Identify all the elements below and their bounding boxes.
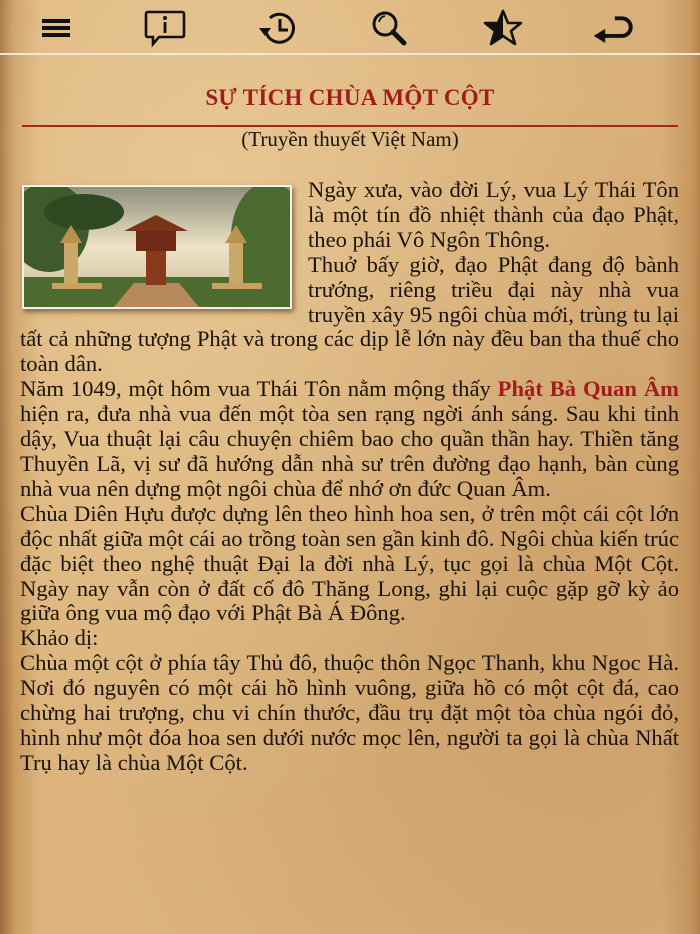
menu-icon	[40, 14, 72, 42]
story-body	[20, 178, 679, 776]
back-button[interactable]	[592, 8, 636, 48]
toolbar	[0, 0, 700, 53]
paragraph-3-start: Năm 1049, một hôm vua Thái Tôn nằm mộng thấy	[20, 376, 498, 402]
paragraph-1: Ngày xưa, vào đời Lý, vua Lý Thái Tôn là một tín đồ nhiệt thành của đạo Phật, theo phái Vô Ngôn Thông.	[308, 177, 679, 252]
history-icon	[256, 8, 300, 48]
paragraph-4: Chùa Diên Hựu được dựng lên theo hình hoa sen, ở trên một cái cột lớn độc nhất giữa một cái ao trồng toàn sen gần kinh đô. Ngôi chùa kiến trúc đặc biệt theo nghệ thuật Đại la đời nhà Lý, tục gọi là chùa Một Cột. Ngày nay vẫn còn ở đất cố đô Thăng Long, ghi lại cuộc gặp gỡ kỳ ảo giữa ông vua mộ đạo với Phật Bà Á Đông.	[20, 500, 679, 626]
favorite-star-icon	[481, 8, 525, 48]
search-button[interactable]	[368, 8, 412, 48]
story-title: SỰ TÍCH CHÙA MỘT CỘT	[205, 85, 495, 110]
toolbar-divider	[0, 53, 700, 55]
info-icon	[143, 8, 187, 48]
paragraph-5: Khảo dị:	[20, 625, 99, 651]
back-icon	[592, 8, 636, 48]
highlight-quan-am: Phật Bà Quan Âm	[497, 376, 679, 402]
history-button[interactable]	[256, 8, 300, 48]
paragraph-6: Chùa một cột ở phía tây Thủ đô, thuộc thôn Ngọc Thanh, khu Ngoc Hà. Nơi đó nguyên có một cái hồ hình vuông, giữa hồ có một cột đá, cao chừng hai trượng, chu vi chín thước, đầu trụ đặt một tòa chùa ngói đỏ, hình như một đóa hoa sen dưới nước mọc lên, người ta gọi là chùa Nhất Trụ hay là chùa Một Cột.	[20, 650, 679, 775]
temple-photo	[22, 185, 292, 309]
search-icon	[368, 8, 412, 48]
paragraph-3	[20, 377, 679, 502]
favorite-button[interactable]	[481, 8, 525, 48]
paragraph-2: Thuở bấy giờ, đạo Phật đang độ bành trướng, riêng triều đại này nhà vua truyền xây 95 ngôi chùa mới, trùng tu lại tất cả những tượng Phật và trong các dịp lễ lớn này đều ban tha thuế cho toàn dân.	[20, 251, 679, 377]
story-subtitle: (Truyền thuyết Việt Nam)	[241, 127, 459, 151]
menu-button[interactable]	[34, 8, 78, 48]
one-pillar-pagoda-image	[24, 187, 290, 307]
info-button[interactable]	[143, 8, 187, 48]
paragraph-3-end: hiện ra, đưa nhà vua đến một tòa sen rạng ngời ánh sáng. Sau khi tỉnh dậy, Vua thuật lại câu chuyện chiêm bao cho quần thần hay. Thiền tăng Thuyền Lã, vị sư đã hướng dẫn nhà sư trên đường đạo hạnh, bàn cùng nhà vua nên dựng một ngôi chùa để nhớ ơn đức Quan Âm.	[20, 401, 679, 501]
